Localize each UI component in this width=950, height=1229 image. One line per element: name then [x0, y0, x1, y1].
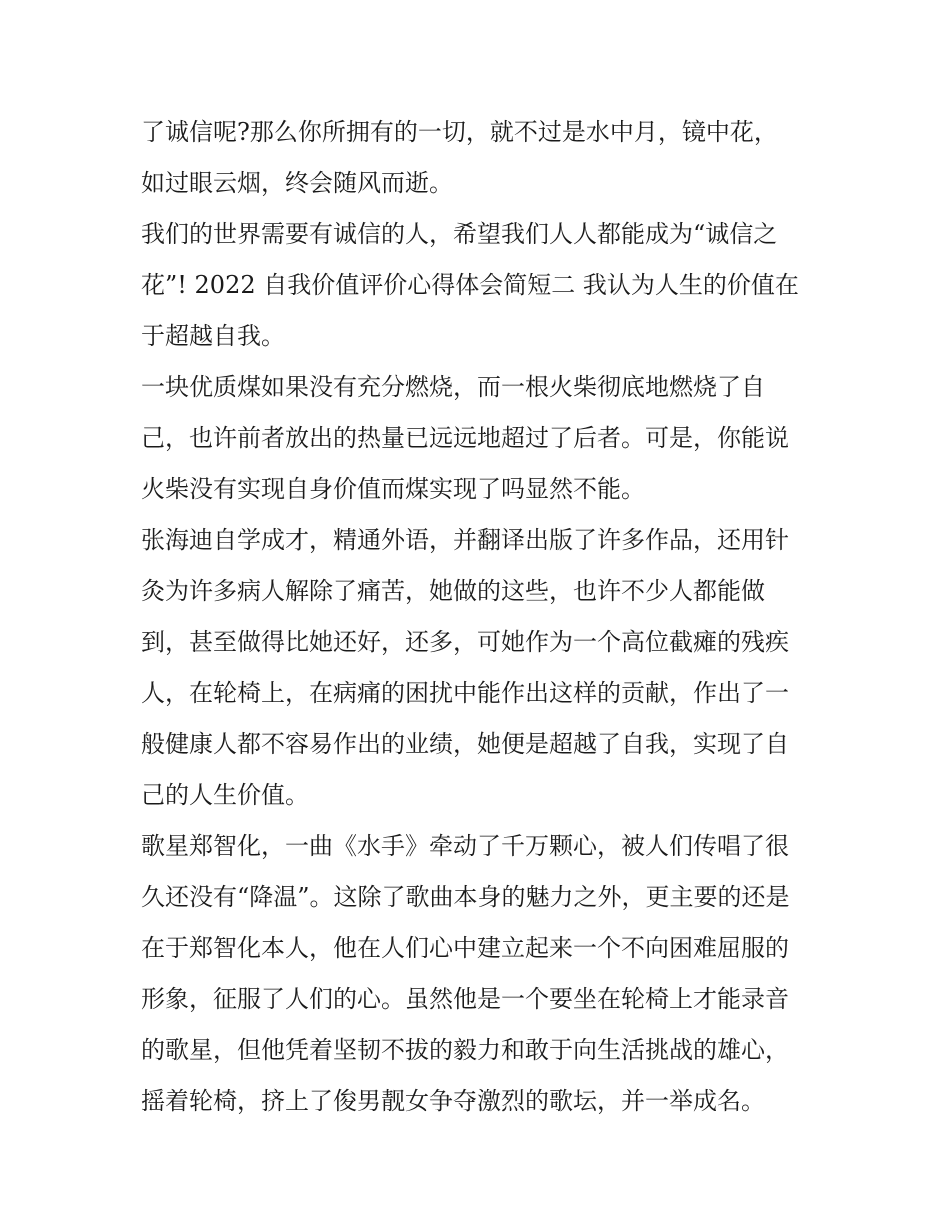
text-line: 于超越自我。 — [141, 322, 285, 350]
text-line: 在于郑智化本人，他在人们心中建立起来一个不向困难屈服的 — [141, 934, 789, 962]
text-line: 我们的世界需要有诚信的人，希望我们人人都能成为“诚信之 — [141, 220, 778, 248]
text-line: 己的人生价值。 — [141, 781, 309, 809]
text-line: 花”! 2022 自我价值评价心得体会简短二 我认为人生的价值在 — [141, 271, 799, 299]
text-line: 张海迪自学成才，精通外语，并翻译出版了许多作品，还用针 — [141, 526, 789, 554]
text-line: 歌星郑智化，一曲《水手》牵动了千万颗心，被人们传唱了很 — [141, 832, 789, 860]
text-line: 到，甚至做得比她还好，还多，可她作为一个高位截瘫的残疾 — [141, 628, 789, 656]
text-line: 己，也许前者放出的热量已远远地超过了后者。可是，你能说 — [141, 424, 789, 452]
text-line: 的歌星，但他凭着坚韧不拔的毅力和敢于向生活挑战的雄心， — [141, 1036, 789, 1064]
text-line: 摇着轮椅，挤上了俊男靓女争夺激烈的歌坛，并一举成名。 — [141, 1087, 765, 1115]
text-line: 一块优质煤如果没有充分燃烧，而一根火柴彻底地燃烧了自 — [141, 373, 765, 401]
document-body — [141, 107, 813, 1127]
text-line: 灸为许多病人解除了痛苦，她做的这些，也许不少人都能做 — [141, 577, 765, 605]
text-line: 人，在轮椅上，在病痛的困扰中能作出这样的贡献，作出了一 — [141, 679, 789, 707]
text-line: 久还没有“降温”。这除了歌曲本身的魅力之外，更主要的还是 — [141, 883, 790, 911]
text-line: 形象，征服了人们的心。虽然他是一个要坐在轮椅上才能录音 — [141, 985, 789, 1013]
text-line: 了诚信呢?那么你所拥有的一切，就不过是水中月，镜中花， — [141, 118, 778, 146]
text-line: 般健康人都不容易作出的业绩，她便是超越了自我，实现了自 — [141, 730, 789, 758]
text-line: 如过眼云烟，终会随风而逝。 — [141, 169, 453, 197]
text-line: 火柴没有实现自身价值而煤实现了吗显然不能。 — [141, 475, 645, 503]
